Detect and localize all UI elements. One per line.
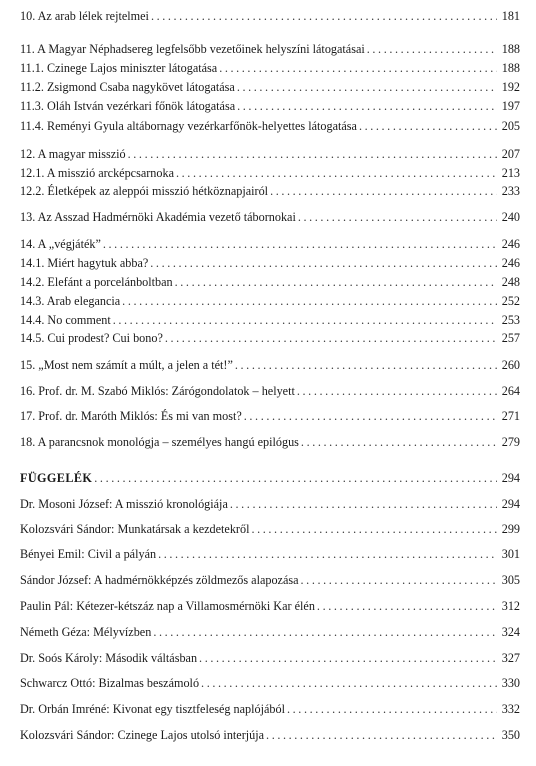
toc-entry-title: 11. A Magyar Néphadsereg legfelsőbb vezetőinek helyszíni látogatásai: [20, 42, 365, 56]
toc-entry-page: 253: [501, 313, 520, 327]
dot-leader: [175, 274, 497, 290]
toc-entry-page: 324: [501, 625, 520, 639]
toc-entry-title: Bényei Emil: Civil a pályán: [20, 547, 157, 561]
dot-leader: [153, 624, 497, 640]
toc-entry: [20, 330, 520, 346]
toc-entry-title: Dr. Mosoni József: A misszió kronológiája: [20, 497, 228, 511]
toc-entry-page: 312: [501, 599, 520, 613]
dot-leader: [128, 146, 497, 162]
dot-leader: [244, 408, 497, 424]
toc-entry-title: 12.1. A misszió arcképcsarnoka: [20, 166, 174, 180]
toc-entry-page: 246: [501, 237, 520, 251]
toc-entry-title: Kolozsvári Sándor: Munkatársak a kezdetekről: [20, 522, 250, 536]
toc-entry-title: 12.2. Életképek az aleppói misszió hétköznapjairól: [20, 184, 269, 198]
toc-entry-title: Schwarcz Ottó: Bizalmas beszámoló: [20, 676, 200, 690]
dot-leader: [103, 236, 497, 252]
toc-entry-page: 260: [501, 358, 520, 372]
toc-entry-page: 192: [501, 80, 520, 94]
dot-leader: [270, 183, 497, 199]
toc-entry: [20, 598, 520, 614]
toc-entry-page: 233: [501, 184, 520, 198]
toc-entry: [20, 650, 520, 666]
toc-entry-page: 350: [501, 728, 520, 742]
toc-entry: [20, 98, 520, 114]
dot-leader: [230, 496, 497, 512]
toc-entry-page: 279: [501, 435, 520, 449]
toc-entry: [20, 546, 520, 562]
toc-entry-title: Sándor József: A hadmérnökképzés zöldmezős alapozása: [20, 573, 299, 587]
toc-entry-title: 17. Prof. dr. Maróth Miklós: És mi van most?: [20, 409, 242, 423]
toc-entry-page: 248: [501, 275, 520, 289]
toc-entry-title: 14.2. Elefánt a porcelánboltban: [20, 275, 173, 289]
toc-entry-page: 294: [501, 497, 520, 511]
toc-entry-page: 188: [501, 61, 520, 75]
toc-entry: [20, 183, 520, 199]
toc-entry: [20, 293, 520, 309]
toc-entry: [20, 60, 520, 76]
toc-entry-page: 305: [501, 573, 520, 587]
dot-leader: [287, 701, 497, 717]
dot-leader: [301, 572, 497, 588]
dot-leader: [266, 727, 497, 743]
toc-entry: [20, 434, 520, 450]
toc-entry-page: 188: [501, 42, 520, 56]
dot-leader: [94, 470, 497, 486]
toc-entry-title: 12. A magyar misszió: [20, 147, 126, 161]
dot-leader: [367, 41, 497, 57]
toc-entry-title: 14.5. Cui prodest? Cui bono?: [20, 331, 163, 345]
dot-leader: [201, 675, 497, 691]
toc-entry: [20, 572, 520, 588]
toc-entry-title: 11.1. Czinege Lajos miniszter látogatása: [20, 61, 218, 75]
dot-leader: [165, 330, 497, 346]
toc-entry: [20, 146, 520, 162]
dot-leader: [251, 521, 497, 537]
dot-leader: [199, 650, 497, 666]
toc-entry-page: 327: [501, 651, 520, 665]
toc-entry-title: 14. A „végjáték”: [20, 237, 101, 251]
toc-entry-page: 301: [501, 547, 520, 561]
toc-section-heading: [20, 470, 520, 486]
dot-leader: [297, 383, 497, 399]
toc-entry: [20, 79, 520, 95]
toc-entry-title: 15. „Most nem számít a múlt, a jelen a tét!”: [20, 358, 233, 372]
dot-leader: [150, 255, 497, 271]
toc-entry-title: 14.1. Miért hagytuk abba?: [20, 256, 149, 270]
toc-entry: [20, 727, 520, 743]
toc-entry-page: 252: [501, 294, 520, 308]
toc-entry: [20, 41, 520, 57]
dot-leader: [219, 60, 497, 76]
toc-entry-title: 14.4. No comment: [20, 313, 111, 327]
dot-leader: [301, 434, 497, 450]
toc-entry-page: 332: [501, 702, 520, 716]
toc-entry-page: 213: [501, 166, 520, 180]
toc-entry: [20, 236, 520, 252]
dot-leader: [113, 312, 497, 328]
toc-entry-page: 264: [501, 384, 520, 398]
toc-entry: [20, 675, 520, 691]
toc-entry: [20, 165, 520, 181]
toc-entry-page: 330: [501, 676, 520, 690]
toc-entry-page: 246: [501, 256, 520, 270]
toc-entry-title: 14.3. Arab elegancia: [20, 294, 121, 308]
toc-entry-page: 271: [501, 409, 520, 423]
dot-leader: [237, 98, 497, 114]
toc-entry-page: 197: [501, 99, 520, 113]
toc-entry: [20, 8, 520, 24]
toc-entry-title: Németh Géza: Mélyvízben: [20, 625, 152, 639]
toc-entry-title: Kolozsvári Sándor: Czinege Lajos utolsó interjúja: [20, 728, 265, 742]
toc-entry: [20, 357, 520, 373]
toc-entry-title: FÜGGELÉK: [20, 471, 93, 485]
dot-leader: [298, 209, 497, 225]
toc-entry-title: 13. Az Asszad Hadmérnöki Akadémia vezető tábornokai: [20, 210, 296, 224]
toc-entry: [20, 408, 520, 424]
toc-entry: [20, 255, 520, 271]
dot-leader: [122, 293, 497, 309]
toc-entry-title: 10. Az arab lélek rejtelmei: [20, 9, 149, 23]
dot-leader: [235, 357, 497, 373]
toc-entry: [20, 496, 520, 512]
toc-entry-title: 11.3. Oláh István vezérkari főnök látogatása: [20, 99, 236, 113]
toc-entry-title: 16. Prof. dr. M. Szabó Miklós: Zárógondolatok – helyett: [20, 384, 295, 398]
toc-entry-title: 18. A parancsnok monológja – személyes hangú epilógus: [20, 435, 299, 449]
dot-leader: [317, 598, 497, 614]
dot-leader: [237, 79, 497, 95]
toc-entry: [20, 274, 520, 290]
toc-entry-title: 11.2. Zsigmond Csaba nagykövet látogatása: [20, 80, 235, 94]
toc-entry-title: Paulin Pál: Kétezer-kétszáz nap a Villamosmérnöki Kar élén: [20, 599, 315, 613]
dot-leader: [158, 546, 497, 562]
dot-leader: [151, 8, 497, 24]
toc-entry-page: 207: [501, 147, 520, 161]
toc-entry: [20, 521, 520, 537]
toc-entry-page: 299: [501, 522, 520, 536]
toc-entry-title: 11.4. Reményi Gyula altábornagy vezérkarfőnök-helyettes látogatása: [20, 119, 357, 133]
toc-entry-title: Dr. Orbán Imréné: Kivonat egy tisztfeleség naplójából: [20, 702, 285, 716]
dot-leader: [359, 118, 497, 134]
toc-entry: [20, 118, 520, 134]
toc-entry-page: 181: [501, 9, 520, 23]
toc-entry-page: 240: [501, 210, 520, 224]
toc-entry: [20, 383, 520, 399]
toc-entry-page: 294: [501, 471, 520, 485]
toc-entry: [20, 624, 520, 640]
dot-leader: [176, 165, 497, 181]
toc-entry-page: 205: [501, 119, 520, 133]
toc-entry: [20, 701, 520, 717]
toc-entry-title: Dr. Soós Károly: Második váltásban: [20, 651, 198, 665]
toc-entry-page: 257: [501, 331, 520, 345]
toc-entry: [20, 312, 520, 328]
toc-entry: [20, 209, 520, 225]
